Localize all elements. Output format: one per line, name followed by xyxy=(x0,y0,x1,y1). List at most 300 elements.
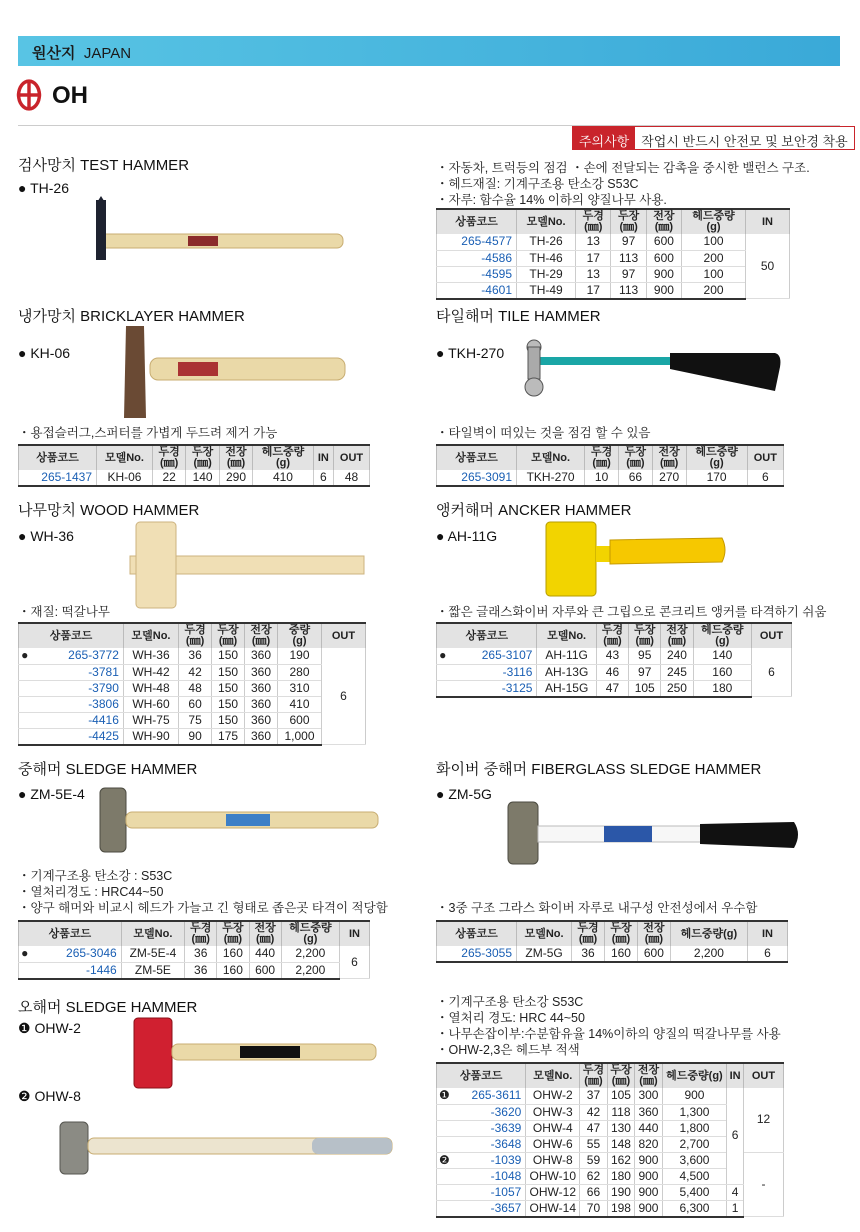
table-cell: 162 xyxy=(607,1152,635,1168)
model-label-wood: ● WH-36 xyxy=(18,528,74,544)
table-cell xyxy=(19,728,31,745)
table-cell: 59 xyxy=(580,1152,608,1168)
table-cell: 13 xyxy=(576,266,611,282)
brick-spec-table xyxy=(18,444,370,487)
column-header: 모델No. xyxy=(537,623,596,648)
table-cell: -3620 xyxy=(452,1104,526,1120)
table-cell: 6 xyxy=(747,470,783,486)
table-cell: 2,200 xyxy=(281,946,339,962)
table-cell: WH-75 xyxy=(123,712,178,728)
fiber-note: ・3중 구조 그라스 화이버 자루로 내구성 안전성에서 우수함 xyxy=(436,901,758,915)
table-cell: 6 xyxy=(313,470,333,486)
section-title-fiber: 화이버 중해머 FIBERGLASS SLEDGE HAMMER xyxy=(436,761,762,778)
table-cell: -1039 xyxy=(452,1152,526,1168)
column-header: OUT xyxy=(744,1063,784,1088)
table-row xyxy=(19,696,366,712)
table-cell: 6 xyxy=(727,1088,744,1184)
table-cell: TH-26 xyxy=(517,234,576,250)
table-cell: 148 xyxy=(607,1136,635,1152)
table-cell: 360 xyxy=(245,712,278,728)
table-cell: WH-42 xyxy=(123,664,178,680)
table-cell: 4 xyxy=(727,1184,744,1200)
brand-name: OH xyxy=(52,82,88,109)
table-cell: 198 xyxy=(607,1200,635,1217)
ancker-spec-table xyxy=(436,622,792,698)
table-cell: 4,500 xyxy=(662,1168,726,1184)
table-row xyxy=(19,680,366,696)
wood-hammer-image xyxy=(128,520,368,610)
table-cell: AH-15G xyxy=(537,680,596,697)
column-header: OUT xyxy=(752,623,792,648)
table-cell: -3657 xyxy=(452,1200,526,1217)
table-cell: 600 xyxy=(278,712,322,728)
table-cell: ● xyxy=(19,946,31,962)
table-cell: 180 xyxy=(607,1168,635,1184)
table-cell: -4416 xyxy=(31,712,124,728)
table-cell: 17 xyxy=(576,282,611,299)
table-cell: 600 xyxy=(249,962,281,979)
table-cell: 113 xyxy=(611,250,646,266)
table-cell: - xyxy=(744,1152,784,1217)
table-row xyxy=(19,962,370,979)
table-cell: 62 xyxy=(580,1168,608,1184)
table-cell: 140 xyxy=(186,470,219,486)
model-label-ohw2: ❶ OHW-2 xyxy=(18,1020,81,1036)
table-cell: WH-48 xyxy=(123,680,178,696)
table-cell: -4586 xyxy=(437,250,517,266)
table-cell: 300 xyxy=(635,1088,663,1104)
table-cell: 47 xyxy=(596,680,628,697)
wood-note: ・재질: 떡갈나무 xyxy=(18,605,110,619)
table-cell: -1048 xyxy=(452,1168,526,1184)
column-header: 전장 (㎜) xyxy=(245,623,278,648)
table-row xyxy=(437,1200,784,1217)
table-cell: 1,000 xyxy=(278,728,322,745)
test-notes xyxy=(436,160,810,208)
column-header: 모델No. xyxy=(517,921,572,946)
table-cell: 118 xyxy=(607,1104,635,1120)
column-header: 전장 (㎜) xyxy=(661,623,693,648)
table-cell: 290 xyxy=(219,470,252,486)
safety-warning xyxy=(572,126,855,150)
note-line: ・자동차, 트럭등의 점검 ・손에 전달되는 감촉을 중시한 밸런스 구조. xyxy=(436,161,810,175)
table-cell: 130 xyxy=(607,1120,635,1136)
sledge-notes xyxy=(18,868,388,916)
table-cell: -4601 xyxy=(437,282,517,299)
table-cell: 47 xyxy=(580,1120,608,1136)
table-cell: 440 xyxy=(635,1120,663,1136)
column-header: 상품코드 xyxy=(437,623,537,648)
table-cell: 105 xyxy=(607,1088,635,1104)
column-header: 두경 (㎜) xyxy=(185,921,217,946)
table-cell: 175 xyxy=(212,728,245,745)
column-header: 두장 (㎜) xyxy=(605,921,638,946)
table-cell: 2,200 xyxy=(281,962,339,979)
table-cell xyxy=(19,696,31,712)
note-line: ・기계구조용 탄소강 : S53C xyxy=(18,869,173,883)
note-line: ・헤드재질: 기계구조용 탄소강 S53C xyxy=(436,177,639,191)
table-cell: 820 xyxy=(635,1136,663,1152)
table-cell: -3806 xyxy=(31,696,124,712)
table-cell: 6 xyxy=(748,946,788,962)
table-cell: 1,300 xyxy=(662,1104,726,1120)
table-cell: 36 xyxy=(572,946,605,962)
table-cell: 180 xyxy=(693,680,751,697)
ancker-note: ・짧은 글래스화이버 자루와 큰 그립으로 콘크리트 앵커를 타격하기 쉬움 xyxy=(436,605,827,619)
table-cell: 900 xyxy=(646,266,681,282)
table-cell: 200 xyxy=(682,250,746,266)
column-header: 헤드중량 (g) xyxy=(693,623,751,648)
table-row xyxy=(19,470,370,486)
fiberglass-hammer-image xyxy=(504,798,804,870)
table-cell: 270 xyxy=(652,470,686,486)
table-cell: 105 xyxy=(629,680,661,697)
table-cell: OHW-14 xyxy=(526,1200,580,1217)
table-cell: 6 xyxy=(340,946,370,979)
column-header: 모델No. xyxy=(97,445,153,470)
table-cell: 97 xyxy=(629,664,661,680)
table-cell: OHW-12 xyxy=(526,1184,580,1200)
table-cell: 900 xyxy=(635,1168,663,1184)
table-row xyxy=(19,648,366,664)
table-cell: WH-36 xyxy=(123,648,178,664)
column-header: 두경 (㎜) xyxy=(596,623,628,648)
column-header: 헤드중량(g) xyxy=(662,1063,726,1088)
column-header: 두장 (㎜) xyxy=(611,209,646,234)
table-cell: 43 xyxy=(596,648,628,664)
model-label-ohw8: ❷ OHW-8 xyxy=(18,1088,81,1104)
table-cell: 2,200 xyxy=(670,946,747,962)
table-cell: 360 xyxy=(245,680,278,696)
column-header: IN xyxy=(313,445,333,470)
table-cell: 360 xyxy=(635,1104,663,1120)
table-cell xyxy=(437,1136,452,1152)
table-cell: 48 xyxy=(334,470,370,486)
table-cell: 48 xyxy=(179,680,212,696)
table-cell: OHW-6 xyxy=(526,1136,580,1152)
table-cell: 265-1437 xyxy=(19,470,97,486)
column-header: 두장 (㎜) xyxy=(217,921,249,946)
table-row xyxy=(437,1184,784,1200)
note-line: ・OHW-2,3은 헤드부 적색 xyxy=(436,1043,580,1057)
column-header: 상품코드 xyxy=(437,445,517,470)
table-cell: AH-11G xyxy=(537,648,596,664)
table-cell: 66 xyxy=(580,1184,608,1200)
table-row xyxy=(19,728,366,745)
column-header: 두경 (㎜) xyxy=(179,623,212,648)
column-header: 두장 (㎜) xyxy=(186,445,219,470)
table-cell: 50 xyxy=(746,234,790,299)
table-cell xyxy=(437,664,449,680)
table-cell: 265-3091 xyxy=(437,470,517,486)
table-cell: TKH-270 xyxy=(517,470,585,486)
table-cell: 265-3046 xyxy=(31,946,122,962)
table-cell: -3648 xyxy=(452,1136,526,1152)
table-cell: OHW-4 xyxy=(526,1120,580,1136)
table-cell: 600 xyxy=(646,234,681,250)
section-title-ancker: 앵커해머 ANCKER HAMMER xyxy=(436,502,632,519)
table-cell: 160 xyxy=(693,664,751,680)
table-cell: 66 xyxy=(618,470,652,486)
table-cell: 900 xyxy=(662,1088,726,1104)
table-cell: 900 xyxy=(635,1184,663,1200)
table-row xyxy=(437,664,792,680)
tile-note: ・타일벽이 떠있는 것을 점검 할 수 있음 xyxy=(436,426,651,440)
table-cell: OHW-2 xyxy=(526,1088,580,1104)
column-header: 전장 (㎜) xyxy=(249,921,281,946)
table-row xyxy=(437,946,788,962)
bricklayer-hammer-image xyxy=(120,322,350,422)
table-cell: 600 xyxy=(646,250,681,266)
table-cell: 360 xyxy=(245,664,278,680)
table-cell: 200 xyxy=(682,282,746,299)
column-header: 전장 (㎜) xyxy=(637,921,670,946)
model-label-sledge: ● ZM-5E-4 xyxy=(18,786,85,802)
origin-bar xyxy=(18,36,840,66)
sledge-spec-table xyxy=(18,920,370,980)
note-line: ・양구 해머와 비교시 헤드가 가늘고 긴 형태로 좁은곳 타격이 적당함 xyxy=(18,901,388,915)
table-row xyxy=(19,946,370,962)
table-cell: 310 xyxy=(278,680,322,696)
table-cell: 13 xyxy=(576,234,611,250)
column-header: 전장 (㎜) xyxy=(635,1063,663,1088)
table-cell: ● xyxy=(19,648,31,664)
ohw-spec-table xyxy=(436,1062,784,1218)
column-header: OUT xyxy=(334,445,370,470)
table-cell: TH-49 xyxy=(517,282,576,299)
table-cell: 36 xyxy=(179,648,212,664)
column-header: 헤드중량 (g) xyxy=(253,445,313,470)
table-cell: 150 xyxy=(212,680,245,696)
model-label-fiber: ● ZM-5G xyxy=(436,786,492,802)
tile-spec-table xyxy=(436,444,784,487)
column-header: IN xyxy=(727,1063,744,1088)
table-cell: 36 xyxy=(185,946,217,962)
column-header: IN xyxy=(748,921,788,946)
column-header: 헤드중량(g) xyxy=(670,921,747,946)
table-cell: ❶ xyxy=(437,1088,452,1104)
table-cell: 160 xyxy=(605,946,638,962)
table-cell: 12 xyxy=(744,1088,784,1152)
column-header: 두경 (㎜) xyxy=(572,921,605,946)
table-cell: 245 xyxy=(661,664,693,680)
table-cell: 3,600 xyxy=(662,1152,726,1168)
table-cell xyxy=(437,1104,452,1120)
table-cell: 360 xyxy=(245,696,278,712)
warning-text: 작업시 반드시 안전모 및 보안경 착용 xyxy=(641,134,848,149)
table-row xyxy=(437,648,792,664)
section-title-sledge: 중해머 SLEDGE HAMMER xyxy=(18,761,198,778)
table-cell: 5,400 xyxy=(662,1184,726,1200)
table-cell xyxy=(437,1184,452,1200)
note-line: ・나무손잡이부:수분함유율 14%이하의 양질의 떡갈나무를 사용 xyxy=(436,1027,781,1041)
table-cell: 60 xyxy=(179,696,212,712)
table-cell: 440 xyxy=(249,946,281,962)
table-cell: -3639 xyxy=(452,1120,526,1136)
table-cell: 150 xyxy=(212,696,245,712)
column-header: IN xyxy=(746,209,790,234)
column-header: 전장 (㎜) xyxy=(646,209,681,234)
table-cell: 160 xyxy=(217,962,249,979)
ohw8-hammer-image xyxy=(56,1118,396,1178)
column-header: 두장 (㎜) xyxy=(212,623,245,648)
model-label-tile: ● TKH-270 xyxy=(436,345,505,361)
column-header: 모델No. xyxy=(123,623,178,648)
section-title-brick: 냉가망치 BRICKLAYER HAMMER xyxy=(18,308,245,325)
table-row xyxy=(437,266,790,282)
table-cell: 240 xyxy=(661,648,693,664)
table-cell: 360 xyxy=(245,648,278,664)
table-cell xyxy=(19,680,31,696)
table-cell: 2,700 xyxy=(662,1136,726,1152)
column-header: OUT xyxy=(747,445,783,470)
column-header: 두장 (㎜) xyxy=(618,445,652,470)
column-header: 두장 (㎜) xyxy=(629,623,661,648)
table-cell: WH-60 xyxy=(123,696,178,712)
table-row xyxy=(437,680,792,697)
table-cell: OHW-3 xyxy=(526,1104,580,1120)
table-cell: 360 xyxy=(245,728,278,745)
table-cell: 265-3772 xyxy=(31,648,124,664)
table-row xyxy=(437,282,790,299)
column-header: 전장 (㎜) xyxy=(652,445,686,470)
model-label-test: ● TH-26 xyxy=(18,180,69,196)
table-cell: 170 xyxy=(686,470,747,486)
table-cell: OHW-10 xyxy=(526,1168,580,1184)
table-cell: 70 xyxy=(580,1200,608,1217)
column-header: 두장 (㎜) xyxy=(607,1063,635,1088)
column-header: 헤드중량 (g) xyxy=(686,445,747,470)
table-cell: 150 xyxy=(212,712,245,728)
table-cell: 17 xyxy=(576,250,611,266)
test-hammer-image xyxy=(78,196,348,266)
column-header: 상품코드 xyxy=(437,1063,526,1088)
table-cell: ● xyxy=(437,648,449,664)
column-header: OUT xyxy=(322,623,366,648)
column-header: 모델No. xyxy=(121,921,184,946)
table-cell xyxy=(437,680,449,697)
table-cell: ZM-5G xyxy=(517,946,572,962)
table-cell: 37 xyxy=(580,1088,608,1104)
table-cell: 42 xyxy=(580,1104,608,1120)
sledge-hammer-image xyxy=(96,782,382,858)
table-cell: WH-90 xyxy=(123,728,178,745)
ancker-hammer-image xyxy=(540,520,730,600)
table-cell: 90 xyxy=(179,728,212,745)
test-spec-table xyxy=(436,208,790,300)
tile-hammer-image xyxy=(520,335,790,405)
table-cell: KH-06 xyxy=(97,470,153,486)
table-cell: 36 xyxy=(185,962,217,979)
column-header: 상품코드 xyxy=(19,921,122,946)
note-line: ・기계구조용 탄소강 S53C xyxy=(436,995,584,1009)
table-cell: 900 xyxy=(646,282,681,299)
table-cell: ZM-5E xyxy=(121,962,184,979)
table-cell: 55 xyxy=(580,1136,608,1152)
table-cell: 600 xyxy=(637,946,670,962)
table-cell: -4425 xyxy=(31,728,124,745)
table-cell: 113 xyxy=(611,282,646,299)
section-title-test: 검사망치 TEST HAMMER xyxy=(18,157,190,174)
section-title-ohw: 오해머 SLEDGE HAMMER xyxy=(18,999,198,1016)
column-header: 두경 (㎜) xyxy=(580,1063,608,1088)
column-header: 헤드중량 (g) xyxy=(682,209,746,234)
column-header: 모델No. xyxy=(517,209,576,234)
column-header: 상품코드 xyxy=(19,623,124,648)
origin-text: 원산지 JAPAN xyxy=(32,45,132,62)
column-header: 두경 (㎜) xyxy=(576,209,611,234)
table-cell: 265-3107 xyxy=(449,648,537,664)
table-cell: 160 xyxy=(217,946,249,962)
table-cell: 150 xyxy=(212,648,245,664)
table-cell: 6,300 xyxy=(662,1200,726,1217)
table-cell: 410 xyxy=(278,696,322,712)
wood-spec-table xyxy=(18,622,366,746)
table-cell: 97 xyxy=(611,234,646,250)
table-cell: 10 xyxy=(585,470,619,486)
column-header: 두경 (㎜) xyxy=(585,445,619,470)
table-cell: 6 xyxy=(752,648,792,697)
column-header: 헤드중량 (g) xyxy=(281,921,339,946)
table-cell: AH-13G xyxy=(537,664,596,680)
ohw2-hammer-image xyxy=(128,1016,380,1090)
column-header: 상품코드 xyxy=(437,921,517,946)
table-row xyxy=(437,234,790,250)
table-cell: 265-4577 xyxy=(437,234,517,250)
table-cell: 1,800 xyxy=(662,1120,726,1136)
brand-logo-icon xyxy=(16,78,42,112)
table-cell: 900 xyxy=(635,1152,663,1168)
fiber-spec-table xyxy=(436,920,788,963)
column-header: 전장 (㎜) xyxy=(219,445,252,470)
table-cell: -4595 xyxy=(437,266,517,282)
table-cell: -3790 xyxy=(31,680,124,696)
table-row xyxy=(19,664,366,680)
table-cell: -1446 xyxy=(31,962,122,979)
table-cell: OHW-8 xyxy=(526,1152,580,1168)
table-cell: -3125 xyxy=(449,680,537,697)
table-cell: -3116 xyxy=(449,664,537,680)
table-cell: 410 xyxy=(253,470,313,486)
column-header: 중량 (g) xyxy=(278,623,322,648)
model-label-brick: ● KH-06 xyxy=(18,345,71,361)
section-title-tile: 타일해머 TILE HAMMER xyxy=(436,308,601,325)
brick-note: ・용접슬러그,스퍼터를 가볍게 두드려 제거 가능 xyxy=(18,426,278,440)
table-cell: 95 xyxy=(629,648,661,664)
table-cell: 190 xyxy=(278,648,322,664)
column-header: 모델No. xyxy=(517,445,585,470)
table-cell: 140 xyxy=(693,648,751,664)
table-cell xyxy=(19,712,31,728)
table-row xyxy=(19,712,366,728)
table-cell: 900 xyxy=(635,1200,663,1217)
column-header: IN xyxy=(340,921,370,946)
table-cell: 280 xyxy=(278,664,322,680)
table-cell: 42 xyxy=(179,664,212,680)
table-cell xyxy=(437,1168,452,1184)
table-cell: 1 xyxy=(727,1200,744,1217)
table-cell: 6 xyxy=(322,648,366,745)
table-cell: TH-29 xyxy=(517,266,576,282)
warning-label: 주의사항 xyxy=(573,127,635,149)
table-cell xyxy=(437,1200,452,1217)
column-header: 상품코드 xyxy=(437,209,517,234)
table-cell xyxy=(437,1120,452,1136)
table-cell: 22 xyxy=(152,470,185,486)
table-cell: TH-46 xyxy=(517,250,576,266)
table-cell: 190 xyxy=(607,1184,635,1200)
table-cell: 250 xyxy=(661,680,693,697)
